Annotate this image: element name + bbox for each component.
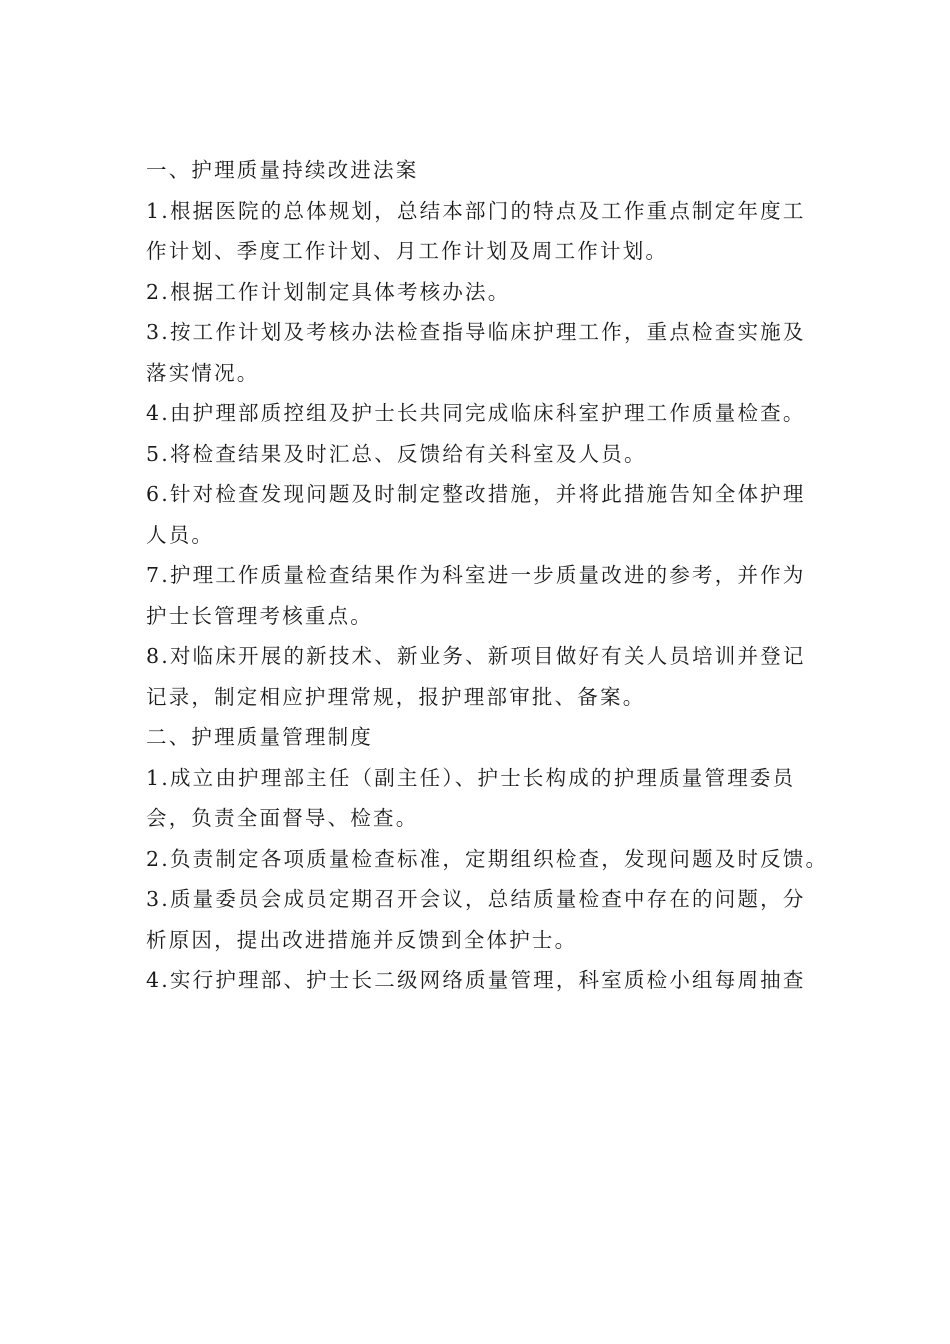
section-heading-1: 一、护理质量持续改进法案 — [146, 158, 419, 182]
paragraph-line: 析原因，提出改进措施并反馈到全体护士。 — [146, 927, 578, 952]
paragraph-line: 4.实行护理部、护士长二级网络质量管理，科室质检小组每周抽查 — [146, 968, 806, 992]
paragraph-line: 6.针对检查发现问题及时制定整改措施，并将此措施告知全体护理 — [146, 482, 806, 506]
paragraph-line: 8.对临床开展的新技术、新业务、新项目做好有关人员培训并登记 — [146, 644, 806, 668]
paragraph-line: 2.根据工作计划制定具体考核办法。 — [146, 279, 511, 304]
paragraph-line: 1.根据医院的总体规划，总结本部门的特点及工作重点制定年度工 — [146, 198, 806, 223]
paragraph-line: 3.按工作计划及考核办法检查指导临床护理工作，重点检查实施及 — [146, 320, 806, 344]
section-heading-2: 二、护理质量管理制度 — [146, 725, 373, 749]
paragraph-line: 7.护理工作质量检查结果作为科室进一步质量改进的参考，并作为 — [146, 563, 806, 587]
document-body — [146, 150, 829, 1001]
paragraph-line: 人员。 — [146, 522, 215, 547]
paragraph-line: 5.将检查结果及时汇总、反馈给有关科室及人员。 — [146, 441, 647, 466]
paragraph-line: 3.质量委员会成员定期召开会议，总结质量检查中存在的问题，分 — [146, 887, 806, 911]
paragraph-line: 落实情况。 — [146, 360, 260, 385]
paragraph-line: 记录，制定相应护理常规，报护理部审批、备案。 — [146, 684, 646, 709]
paragraph-line: 作计划、季度工作计划、月工作计划及周工作计划。 — [146, 239, 669, 263]
paragraph-line: 1.成立由护理部主任（副主任）、护士长构成的护理质量管理委员 — [146, 765, 796, 790]
paragraph-line: 会，负责全面督导、检查。 — [146, 806, 419, 830]
paragraph-line: 护士长管理考核重点。 — [146, 603, 373, 628]
paragraph-line: 4.由护理部质控组及护士长共同完成临床科室护理工作质量检查。 — [146, 401, 806, 425]
paragraph-line: 2.负责制定各项质量检查标准，定期组织检查，发现问题及时反馈。 — [146, 846, 829, 871]
